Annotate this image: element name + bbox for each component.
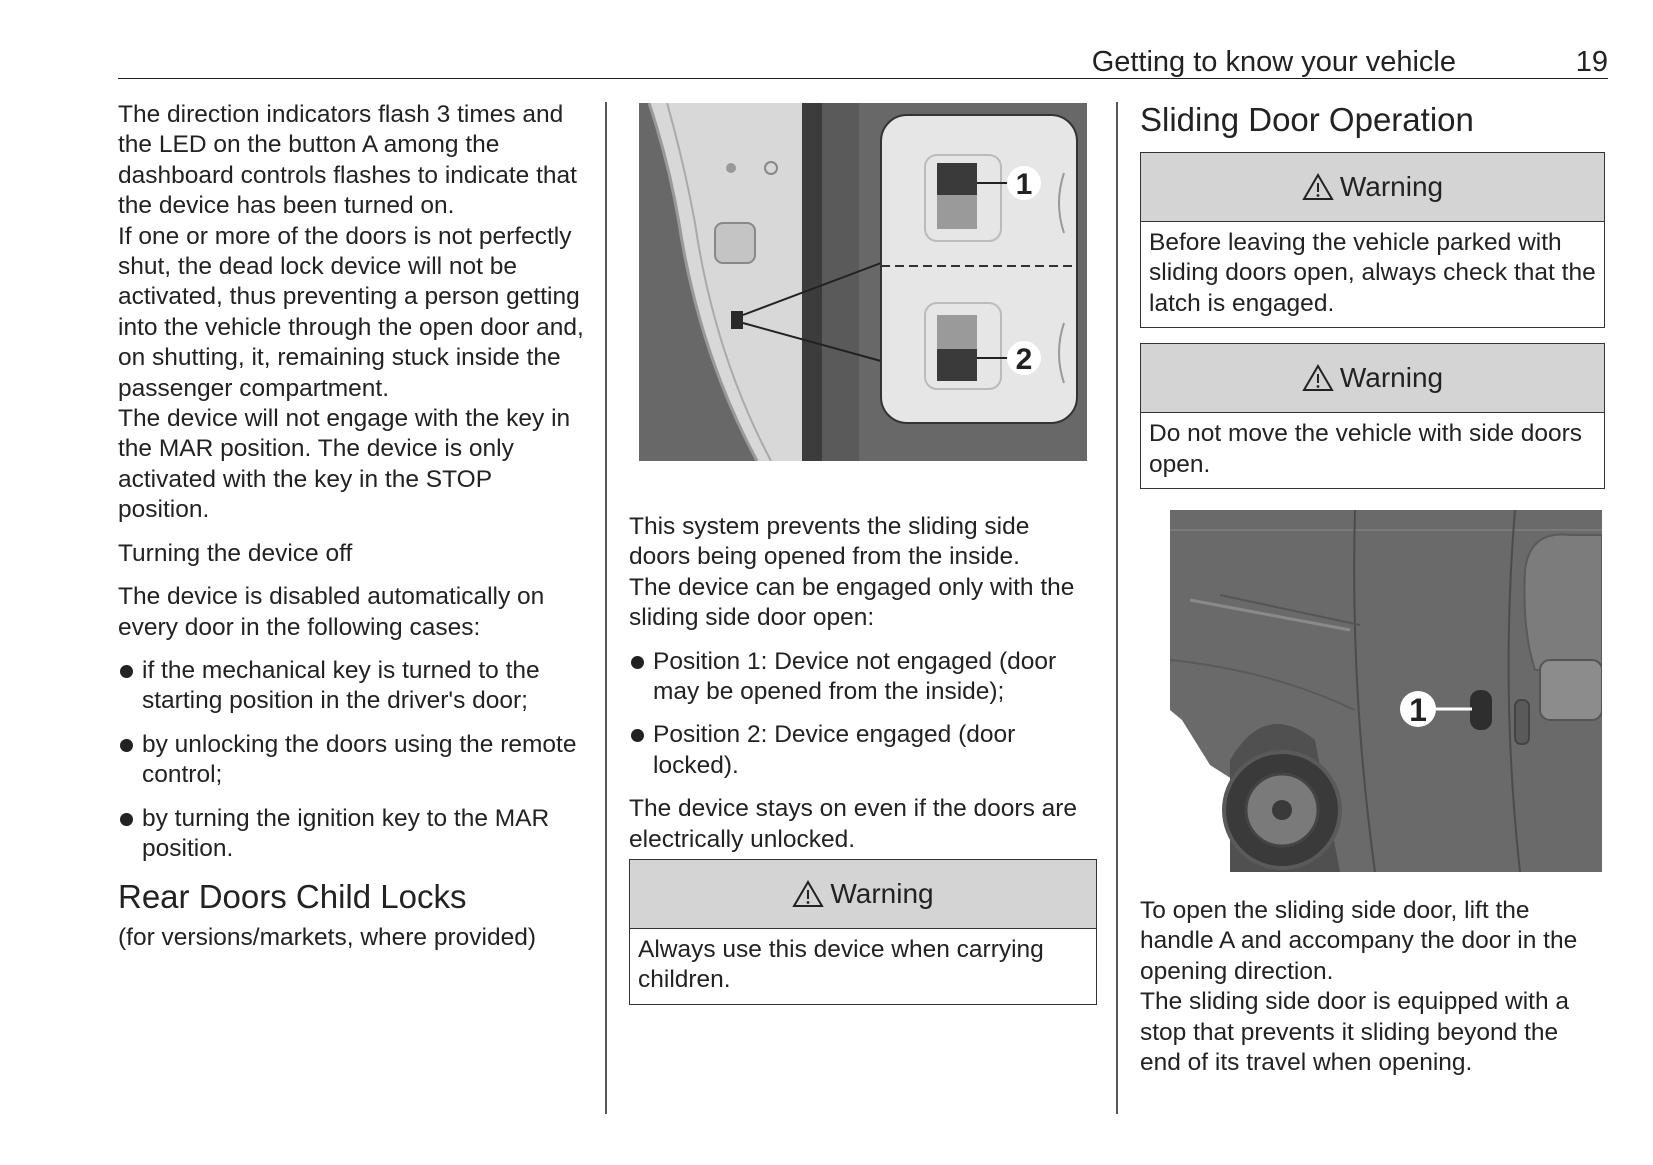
warning-box-latch — [1140, 152, 1605, 328]
child-lock-illustration — [639, 103, 1087, 461]
bullet-icon — [631, 656, 644, 669]
warning-text: Always use this device when carrying children. — [638, 936, 1044, 994]
warning-triangle-icon — [1302, 173, 1334, 201]
list-item: by turning the ignition key to the MAR position. — [118, 804, 588, 865]
warning-title: Warning — [1339, 362, 1444, 394]
column-right-lower — [1140, 896, 1605, 1078]
bullet-icon — [120, 739, 133, 752]
warning-title: Warning — [1339, 171, 1444, 202]
description-paragraph: The sliding side door is equipped with a stop that prevents it sliding beyond the end of its travel when opening. — [1140, 988, 1570, 1077]
section-heading-child-locks: Rear Doors Child Locks — [118, 878, 467, 916]
warning-text: Before leaving the vehicle parked with sliding doors open, always check that the latch is engaged. — [1149, 229, 1596, 317]
column-right — [1140, 100, 1605, 489]
subheading-turning-off: Turning the device off — [118, 539, 353, 567]
column-left — [118, 100, 588, 954]
bullet-icon — [120, 813, 133, 826]
bullet-icon — [120, 665, 133, 678]
child-lock-figure — [639, 103, 1087, 461]
off-cases-list — [118, 656, 588, 864]
sliding-door-figure — [1170, 510, 1602, 872]
off-intro-paragraph: The device is disabled automatically on every door in the following cases: — [118, 583, 545, 641]
after-bullets-paragraph: The device stays on even if the doors are electrically unlocked. — [629, 795, 1078, 853]
list-item: Position 1: Device not engaged (door may be opened from the inside); — [629, 647, 1097, 708]
bullet-icon — [631, 729, 644, 742]
warning-box-children — [629, 859, 1097, 1005]
column-divider-right — [1116, 102, 1118, 1114]
warning-box-side-doors — [1140, 343, 1605, 489]
page-number: 19 — [1575, 46, 1608, 78]
description-paragraph: The device can be engaged only with the sliding side door open: — [629, 573, 1075, 632]
warning-triangle-icon — [792, 880, 824, 908]
list-item: by unlocking the doors using the remote control; — [118, 730, 588, 791]
description-paragraph: This system prevents the sliding side doors being opened from the inside. — [629, 513, 1030, 571]
callout-label-handle: 1 — [1409, 692, 1427, 728]
column-middle — [629, 512, 1097, 1005]
callout-label-2: 2 — [1015, 343, 1033, 376]
intro-paragraph: The device will not engage with the key in the MAR position. The device is only activated with the key in the STOP position. — [118, 405, 571, 524]
van-side-illustration — [1170, 510, 1602, 872]
warning-triangle-icon — [1302, 364, 1334, 392]
warning-header — [1141, 153, 1604, 222]
section-heading-sliding-door: Sliding Door Operation — [1140, 101, 1474, 138]
warning-title: Warning — [830, 878, 934, 910]
list-item: if the mechanical key is turned to the starting position in the driver's door; — [118, 656, 588, 717]
callout-label-1: 1 — [1015, 168, 1033, 201]
column-divider-left — [605, 102, 607, 1114]
intro-paragraph: The direction indicators flash 3 times and the LED on the button A among the dashboard controls flashes to indicate that the device has been turned on. — [118, 101, 577, 220]
positions-list — [629, 647, 1097, 782]
header-section-title: Getting to know your vehicle — [1091, 46, 1456, 78]
warning-header — [630, 860, 1096, 929]
section-note: (for versions/markets, where provided) — [118, 924, 537, 952]
intro-paragraph: If one or more of the doors is not perfectly shut, the dead lock device will not be activated, thus preventing a person getting into the vehicle through the open door and, on shutting, it, remaining stuck inside the passenger compartment. — [118, 222, 584, 402]
page-header — [118, 44, 1608, 79]
warning-header — [1141, 344, 1604, 413]
warning-text: Do not move the vehicle with side doors open. — [1149, 420, 1583, 478]
list-item: Position 2: Device engaged (door locked). — [629, 720, 1097, 781]
description-paragraph: To open the sliding side door, lift the handle A and accompany the door in the opening direction. — [1140, 897, 1578, 985]
